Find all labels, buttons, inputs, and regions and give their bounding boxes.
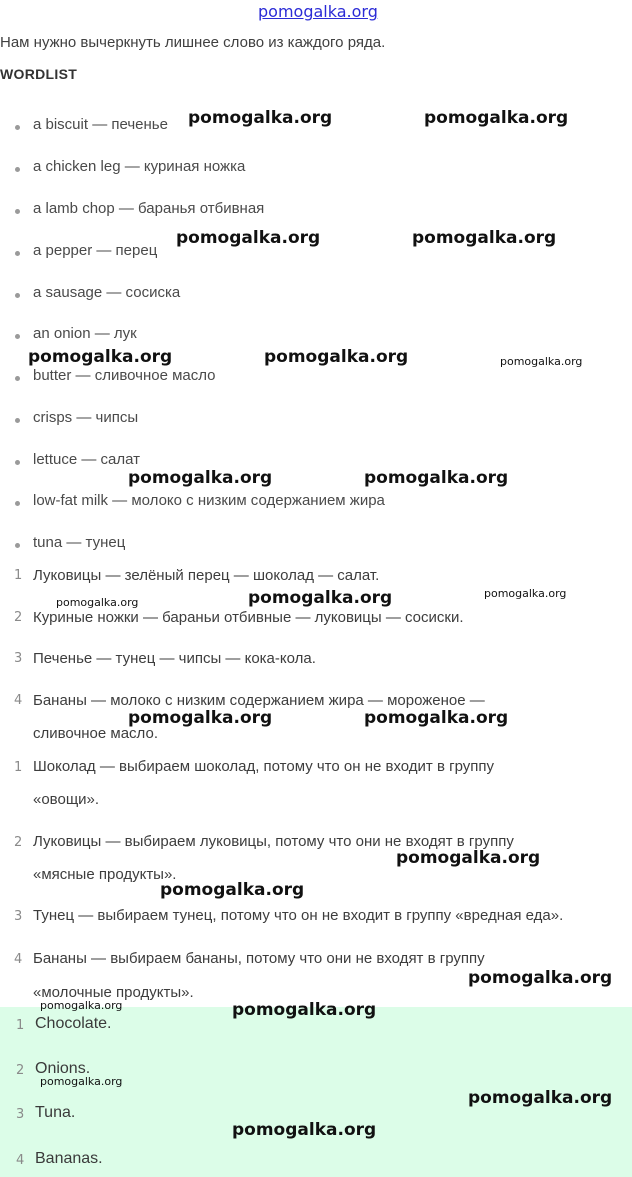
watermark: pomogalka.org [412,228,557,248]
bullet [15,543,20,548]
answer-text: Tuna. [35,1104,76,1121]
list-item: tuna — тунец [33,534,126,551]
bullet [15,293,20,298]
watermark: pomogalka.org [232,1120,377,1140]
watermark: pomogalka.org [128,708,273,728]
row-text: сливочное масло. [33,725,158,742]
answer-text: Chocolate. [35,1015,112,1032]
row-number: 1 [14,568,23,583]
watermark: pomogalka.org [56,596,139,609]
answer-number: 2 [16,1063,25,1078]
intro-text: Нам нужно вычеркнуть лишнее слово из каждого ряда. [0,34,386,51]
row-text: Печенье — тунец — чипсы — кока-кола. [33,650,316,667]
row-text: Бананы — молоко с низким содержанием жира — мороженое — [33,692,485,709]
watermark: pomogalka.org [232,1000,377,1020]
watermark: pomogalka.org [40,999,123,1012]
watermark: pomogalka.org [424,108,569,128]
list-item: a sausage — сосиска [33,284,181,301]
watermark: pomogalka.org [40,1075,123,1088]
explanation-number: 3 [14,909,23,924]
explanation-number: 2 [14,835,23,850]
wordlist-heading: WORDLIST [0,66,78,82]
bullet [15,334,20,339]
watermark: pomogalka.org [176,228,321,248]
row-number: 4 [14,693,23,708]
row-text: Куриные ножки — бараньи отбивные — луковицы — сосиски. [33,609,464,626]
watermark: pomogalka.org [396,848,541,868]
explanation-text: «овощи». [33,791,100,808]
answer-text: Onions. [35,1060,91,1077]
bullet [15,125,20,130]
explanation-text: Тунец — выбираем тунец, потому что он не входит в группу «вредная еда». [33,907,564,924]
watermark: pomogalka.org [364,708,509,728]
explanation-text: «молочные продукты». [33,984,194,1001]
answer-number: 4 [16,1153,25,1168]
watermark: pomogalka.org [500,355,583,368]
watermark: pomogalka.org [128,468,273,488]
site-link[interactable]: pomogalka.org [258,2,378,21]
watermark: pomogalka.org [264,347,409,367]
answer-number: 1 [16,1018,25,1033]
explanation-text: Луковицы — выбираем луковицы, потому что они не входят в группу [33,833,514,850]
watermark: pomogalka.org [28,347,173,367]
explanation-text: Бананы — выбираем бананы, потому что они не входят в группу [33,950,485,967]
list-item: butter — сливочное масло [33,367,216,384]
bullet [15,251,20,256]
answer-text: Bananas. [35,1150,103,1167]
row-number: 2 [14,610,23,625]
explanation-number: 1 [14,760,23,775]
explanation-text: «мясные продукты». [33,866,177,883]
explanation-number: 4 [14,952,23,967]
watermark: pomogalka.org [160,880,305,900]
list-item: a chicken leg — куриная ножка [33,158,246,175]
row-number: 3 [14,651,23,666]
list-item: low-fat milk — молоко с низким содержанием жира [33,492,385,509]
watermark: pomogalka.org [364,468,509,488]
watermark: pomogalka.org [484,587,567,600]
row-text: Луковицы — зелёный перец — шоколад — салат. [33,567,380,584]
bullet [15,501,20,506]
bullet [15,376,20,381]
watermark: pomogalka.org [188,108,333,128]
explanation-text: Шоколад — выбираем шоколад, потому что он не входит в группу [33,758,494,775]
answer-number: 3 [16,1107,25,1122]
bullet [15,418,20,423]
list-item: a pepper — перец [33,242,158,259]
list-item: an onion — лук [33,325,137,342]
bullet [15,167,20,172]
list-item: a lamb chop — баранья отбивная [33,200,265,217]
list-item: crisps — чипсы [33,409,139,426]
list-item: a biscuit — печенье [33,116,168,133]
bullet [15,460,20,465]
watermark: pomogalka.org [248,588,393,608]
list-item: lettuce — салат [33,451,141,468]
watermark: pomogalka.org [468,1088,613,1108]
watermark: pomogalka.org [468,968,613,988]
bullet [15,209,20,214]
